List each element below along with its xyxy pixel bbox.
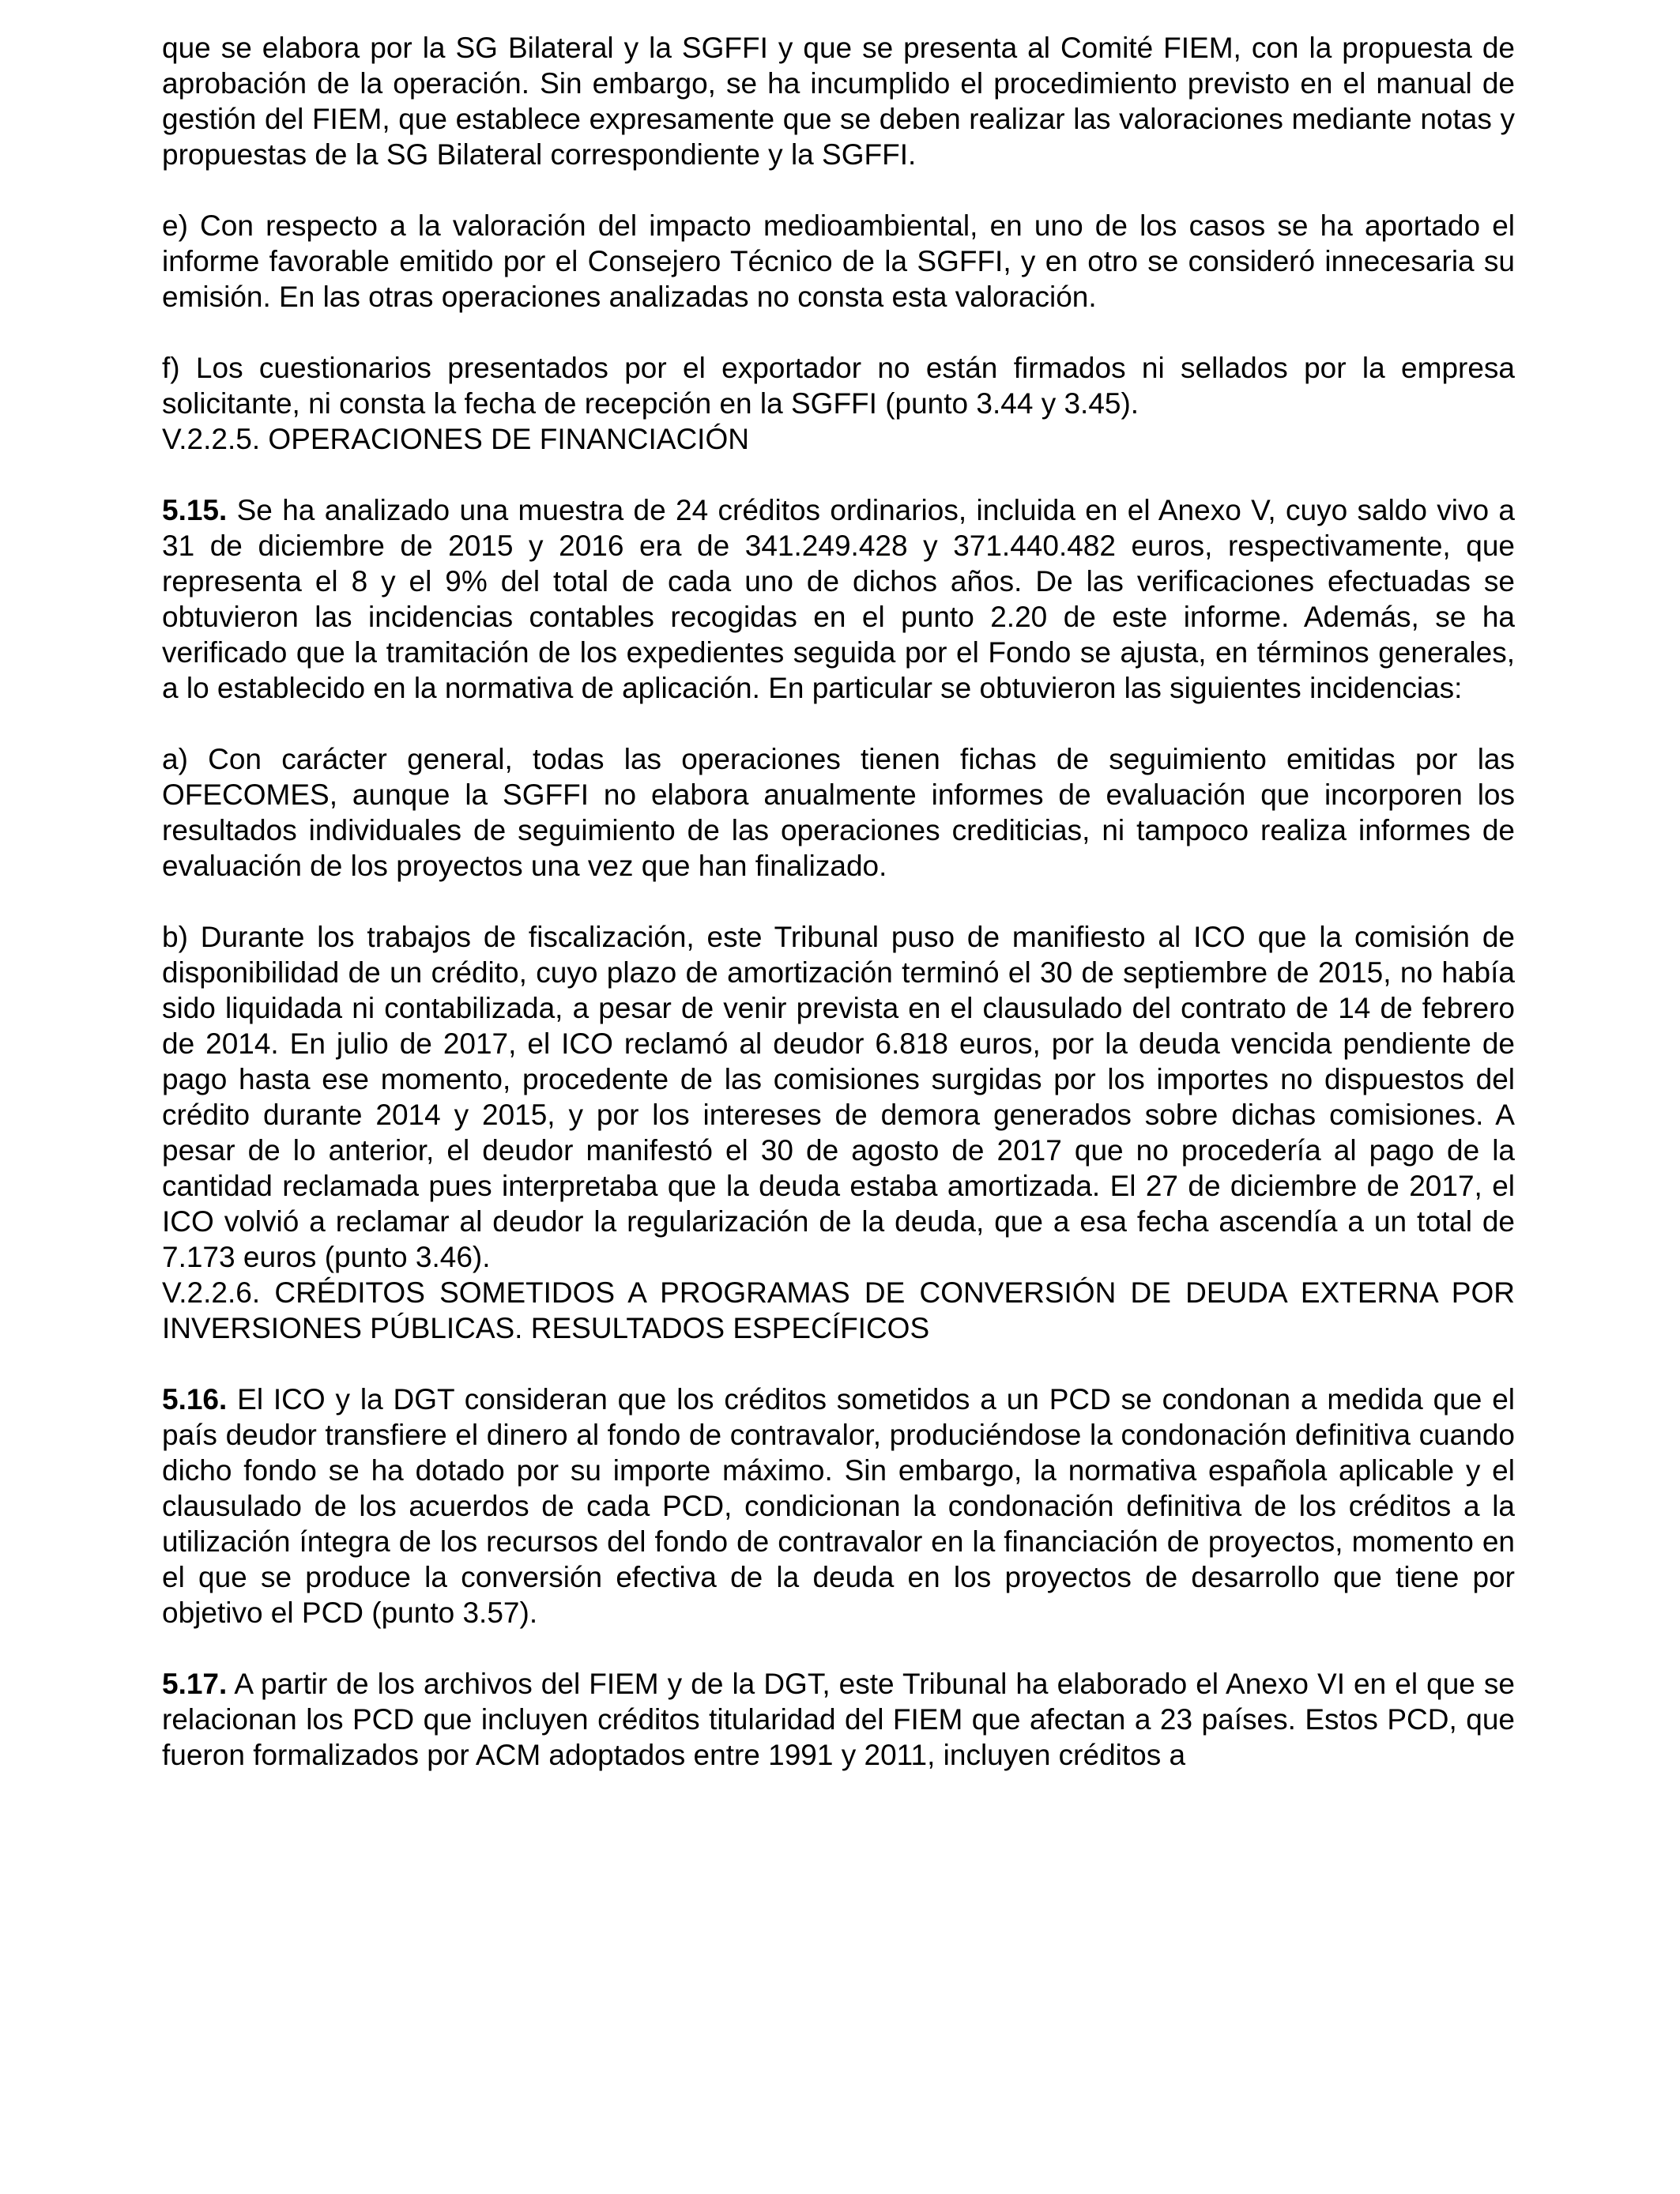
paragraph-5-17: [162, 1666, 1515, 1773]
paragraph-text: A partir de los archivos del FIEM y de la DGT, este Tribunal ha elaborado el Anexo VI en el que se relacionan los PCD que incluyen créditos titularidad del FIEM que afectan a 23 países. Estos PCD, que fueron formalizados por ACM adoptados entre 1991 y 2011, incluyen créditos a: [162, 1668, 1515, 1771]
paragraph-number: 5.15.: [162, 494, 228, 526]
paragraph-number: 5.17.: [162, 1668, 228, 1700]
section-heading-v225: V.2.2.5. OPERACIONES DE FINANCIACIÓN: [162, 423, 749, 455]
document-page: [162, 30, 1515, 1773]
paragraph-item-e: e) Con respecto a la valoración del impacto medioambiental, en uno de los casos se ha aportado el informe favorable emitido por el Consejero Técnico de la SGFFI, y en otro se consideró innecesaria su emisión. En las otras operaciones analizadas no consta esta valoración.: [162, 209, 1515, 313]
section-heading-v226: V.2.2.6. CRÉDITOS SOMETIDOS A PROGRAMAS DE CONVERSIÓN DE DEUDA EXTERNA POR INVERSIONES PÚBLICAS. RESULTADOS ESPECÍFICOS: [162, 1276, 1515, 1344]
paragraph-item-a: a) Con carácter general, todas las operaciones tienen fichas de seguimiento emitidas por las OFECOMES, aunque la SGFFI no elabora anualmente informes de evaluación que incorporen los resultados individuales de seguimiento de las operaciones crediticias, ni tampoco realiza informes de evaluación de los proyectos una vez que han finalizado.: [162, 743, 1515, 882]
paragraph-continuation: que se elabora por la SG Bilateral y la SGFFI y que se presenta al Comité FIEM, con la propuesta de aprobación de la operación. Sin embargo, se ha incumplido el procedimiento previsto en el manual de gestión del FIEM, que establece expresamente que se deben realizar las valoraciones mediante notas y propuestas de la SG Bilateral correspondiente y la SGFFI.: [162, 32, 1515, 171]
paragraph-item-f: f) Los cuestionarios presentados por el exportador no están firmados ni sellados por la empresa solicitante, ni consta la fecha de recepción en la SGFFI (punto 3.44 y 3.45).: [162, 352, 1515, 420]
paragraph-text: El ICO y la DGT consideran que los créditos sometidos a un PCD se condonan a medida que el país deudor transfiere el dinero al fondo de contravalor, produciéndose la condonación definitiva cuando dicho fondo se ha dotado por su importe máximo. Sin embargo, la normativa española aplicable y el clausulado de los acuerdos de cada PCD, condicionan la condonación definitiva de los créditos a la utilización íntegra de los recursos del fondo de contravalor en la financiación de proyectos, momento en el que se produce la conversión efectiva de la deuda en los proyectos de desarrollo que tiene por objetivo el PCD (punto 3.57).: [162, 1383, 1515, 1629]
paragraph-text: Se ha analizado una muestra de 24 créditos ordinarios, incluida en el Anexo V, cuyo saldo vivo a 31 de diciembre de 2015 y 2016 era de 341.249.428 y 371.440.482 euros, respectivamente, que representa el 8 y el 9% del total de cada uno de dichos años. De las verificaciones efectuadas se obtuvieron las incidencias contables recogidas en el punto 2.20 de este informe. Además, se ha verificado que la tramitación de los expedientes seguida por el Fondo se ajusta, en términos generales, a lo establecido en la normativa de aplicación. En particular se obtuvieron las siguientes incidencias:: [162, 494, 1515, 704]
paragraph-5-15: [162, 492, 1515, 706]
paragraph-5-16: [162, 1382, 1515, 1630]
paragraph-number: 5.16.: [162, 1383, 228, 1416]
paragraph-item-b: b) Durante los trabajos de fiscalización, este Tribunal puso de manifiesto al ICO que la comisión de disponibilidad de un crédito, cuyo plazo de amortización terminó el 30 de septiembre de 2015, no había sido liquidada ni contabilizada, a pesar de venir prevista en el clausulado del contrato de 14 de febrero de 2014. En julio de 2017, el ICO reclamó al deudor 6.818 euros, por la deuda vencida pendiente de pago hasta ese momento, procedente de las comisiones surgidas por los importes no dispuestos del crédito durante 2014 y 2015, y por los intereses de demora generados sobre dichas comisiones. A pesar de lo anterior, el deudor manifestó el 30 de agosto de 2017 que no procedería al pago de la cantidad reclamada pues interpretaba que la deuda estaba amortizada. El 27 de diciembre de 2017, el ICO volvió a reclamar al deudor la regularización de la deuda, que a esa fecha ascendía a un total de 7.173 euros (punto 3.46).: [162, 921, 1515, 1273]
